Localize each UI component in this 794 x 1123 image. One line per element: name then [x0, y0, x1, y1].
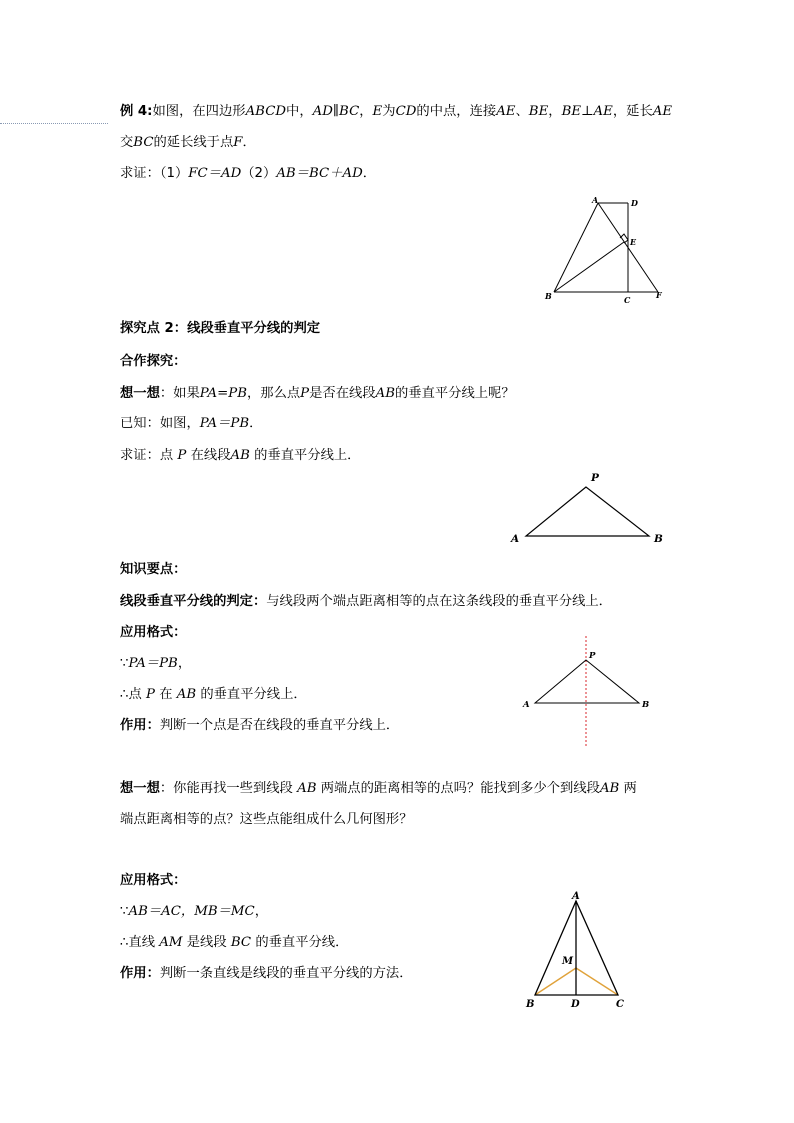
- label-B: B: [654, 533, 663, 545]
- format2-therefore: ∴直线 AM 是线段 BC 的垂直平分线．: [120, 935, 349, 950]
- figure-quadrilateral: [540, 195, 670, 307]
- knowledge-title: 知识要点：: [120, 562, 187, 577]
- prove-line: 求证：点 P 在线段AB 的垂直平分线上．: [120, 448, 361, 463]
- think-question: 想一想：如果PA=PB，那么点P是否在线段AB的垂直平分线上呢？: [120, 386, 515, 401]
- label-C: C: [624, 295, 631, 305]
- example-label: 例 4:: [120, 104, 153, 119]
- because-line: ∵PA＝PB，: [120, 656, 192, 671]
- label-P: P: [589, 651, 596, 661]
- format-title: 应用格式：: [120, 625, 187, 640]
- think2-line1: 想一想：你能再找一些到线段 AB 两端点的距离相等的点吗？能找到多少个到线段AB 两: [120, 781, 637, 796]
- label-B: B: [642, 700, 650, 710]
- figure-perpendicular-bisector: [515, 633, 665, 753]
- section-title: 探究点 2：线段垂直平分线的判定: [120, 321, 321, 336]
- margin-dotted-line: [0, 123, 108, 124]
- rule-line: 线段垂直平分线的判定：与线段两个端点距离相等的点在这条线段的垂直平分线上．: [120, 594, 612, 609]
- example4-line2: 交BC的延长线于点F．: [120, 135, 256, 150]
- think2-line2: 端点距离相等的点？这些点能组成什么几何图形？: [120, 812, 413, 827]
- format2-title: 应用格式：: [120, 873, 187, 888]
- label-D: D: [631, 198, 638, 208]
- known-line: 已知：如图，PA＝PB．: [120, 416, 263, 431]
- label-F: F: [656, 290, 662, 300]
- format2-because: ∵AB＝AC，MB＝MC，: [120, 904, 268, 919]
- cooperative-heading: 合作探究：: [120, 354, 187, 369]
- label-M: M: [562, 956, 574, 967]
- label-B: B: [545, 291, 552, 301]
- figure-triangle-pab: [505, 470, 675, 548]
- label-D: D: [571, 999, 580, 1010]
- label-B: B: [526, 999, 535, 1010]
- label-A: A: [572, 891, 580, 902]
- use-line: 作用：判断一个点是否在线段的垂直平分线上．: [120, 718, 400, 733]
- example4-prove: 求证：（1）FC＝AD（2）AB＝BC＋AD．: [120, 166, 377, 181]
- label-A: A: [592, 195, 599, 205]
- example4-line1: 例 4:如图，在四边形ABCD中，AD∥BC，E为CD的中点，连接AE、BE，BE⊥AE，延长AE: [120, 104, 673, 119]
- label-C: C: [616, 999, 624, 1010]
- label-E: E: [630, 237, 637, 247]
- label-A: A: [523, 700, 530, 710]
- format2-use: 作用：判断一条直线是线段的垂直平分线的方法．: [120, 966, 413, 981]
- label-P: P: [591, 472, 599, 484]
- label-A: A: [511, 533, 520, 545]
- figure-isosceles-triangle: [520, 885, 635, 1015]
- therefore-line: ∴点 P 在 AB 的垂直平分线上．: [120, 687, 307, 702]
